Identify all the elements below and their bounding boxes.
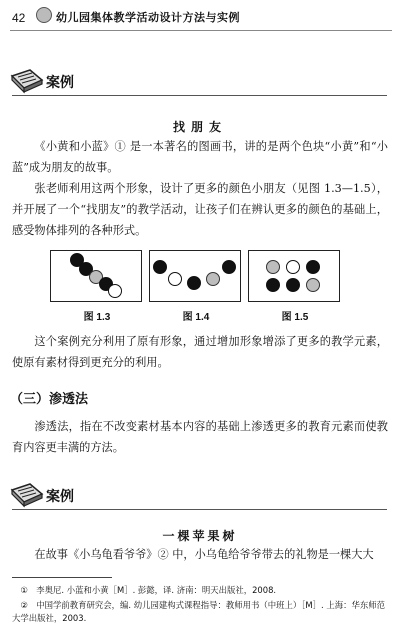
page-number: 42 xyxy=(12,11,26,25)
footnote-rule xyxy=(12,577,112,578)
figure-caption: 图 1.3 xyxy=(83,312,111,323)
page-header xyxy=(0,0,400,34)
dot xyxy=(267,279,280,292)
dot xyxy=(287,261,300,274)
case-paragraph-2: 张老师利用这两个形象，设计了更多的颜色小朋友（见图 1.3—1.5），并开展了一个“找朋友”的教学活动，让孩子们在辨认更多的颜色的基础上，感受物体排列的各种形式。 xyxy=(12,182,388,237)
figure-caption: 图 1.5 xyxy=(281,312,309,323)
case-paragraph-1: 《小黄和小蓝》① 是一本著名的图画书，讲的是两个色块“小黄”和“小蓝”成为朋友的故事。 xyxy=(12,140,388,174)
figure-1-5 xyxy=(248,250,340,302)
dot xyxy=(223,261,236,274)
figure-1-3-graphic xyxy=(51,251,140,300)
dot xyxy=(109,285,122,298)
dot xyxy=(267,261,280,274)
dot xyxy=(207,273,220,286)
case-title: 找朋友 xyxy=(172,120,227,134)
dot xyxy=(287,279,300,292)
case-paragraph-1: 在故事《小乌龟看爷爷》② 中，小乌龟给爷爷带去的礼物是一棵大大 xyxy=(34,548,374,561)
case-badge xyxy=(10,482,390,508)
case-rule xyxy=(12,509,387,510)
section-body: 渗透法，指在不改变素材基本内容的基础上渗透更多的教育元素而使教育内容更丰满的方法。 xyxy=(12,420,388,454)
figure-1-4-graphic xyxy=(150,251,239,300)
footnote-2: ② 中国学前教育研究会，编. 幼儿园建构式课程指导：教师用书（中班上）［M］. 上海：华东师范大学出版社，2003. xyxy=(12,600,385,623)
dot xyxy=(169,273,182,286)
case-title: 一棵苹果树 xyxy=(162,529,238,543)
figure-caption: 图 1.4 xyxy=(182,312,210,323)
case-label: 案例 xyxy=(46,489,74,505)
book-icon xyxy=(10,68,44,94)
case-label: 案例 xyxy=(46,75,74,91)
paragraph-after-figures: 这个案例充分利用了原有形象，通过增加形象增添了更多的教学元素，使原有素材得到更充分的利用。 xyxy=(12,335,388,369)
section-heading: （三）渗透法 xyxy=(10,392,89,407)
figure-1-3 xyxy=(50,250,142,302)
figure-1-5-graphic xyxy=(249,251,338,300)
header-rule xyxy=(10,30,392,31)
case-badge xyxy=(10,68,390,94)
dot xyxy=(307,279,320,292)
footnote-1: ① 李奥尼. 小蓝和小黄［M］. 彭懿，译. 济南：明天出版社，2008. xyxy=(20,585,277,595)
dot xyxy=(188,277,201,290)
flower-icon xyxy=(36,7,52,23)
dot xyxy=(307,261,320,274)
case-rule xyxy=(12,95,387,96)
book-icon xyxy=(10,482,44,508)
figure-1-4 xyxy=(149,250,241,302)
running-title: 幼儿园集体教学活动设计方法与实例 xyxy=(56,11,240,24)
dot xyxy=(154,261,167,274)
